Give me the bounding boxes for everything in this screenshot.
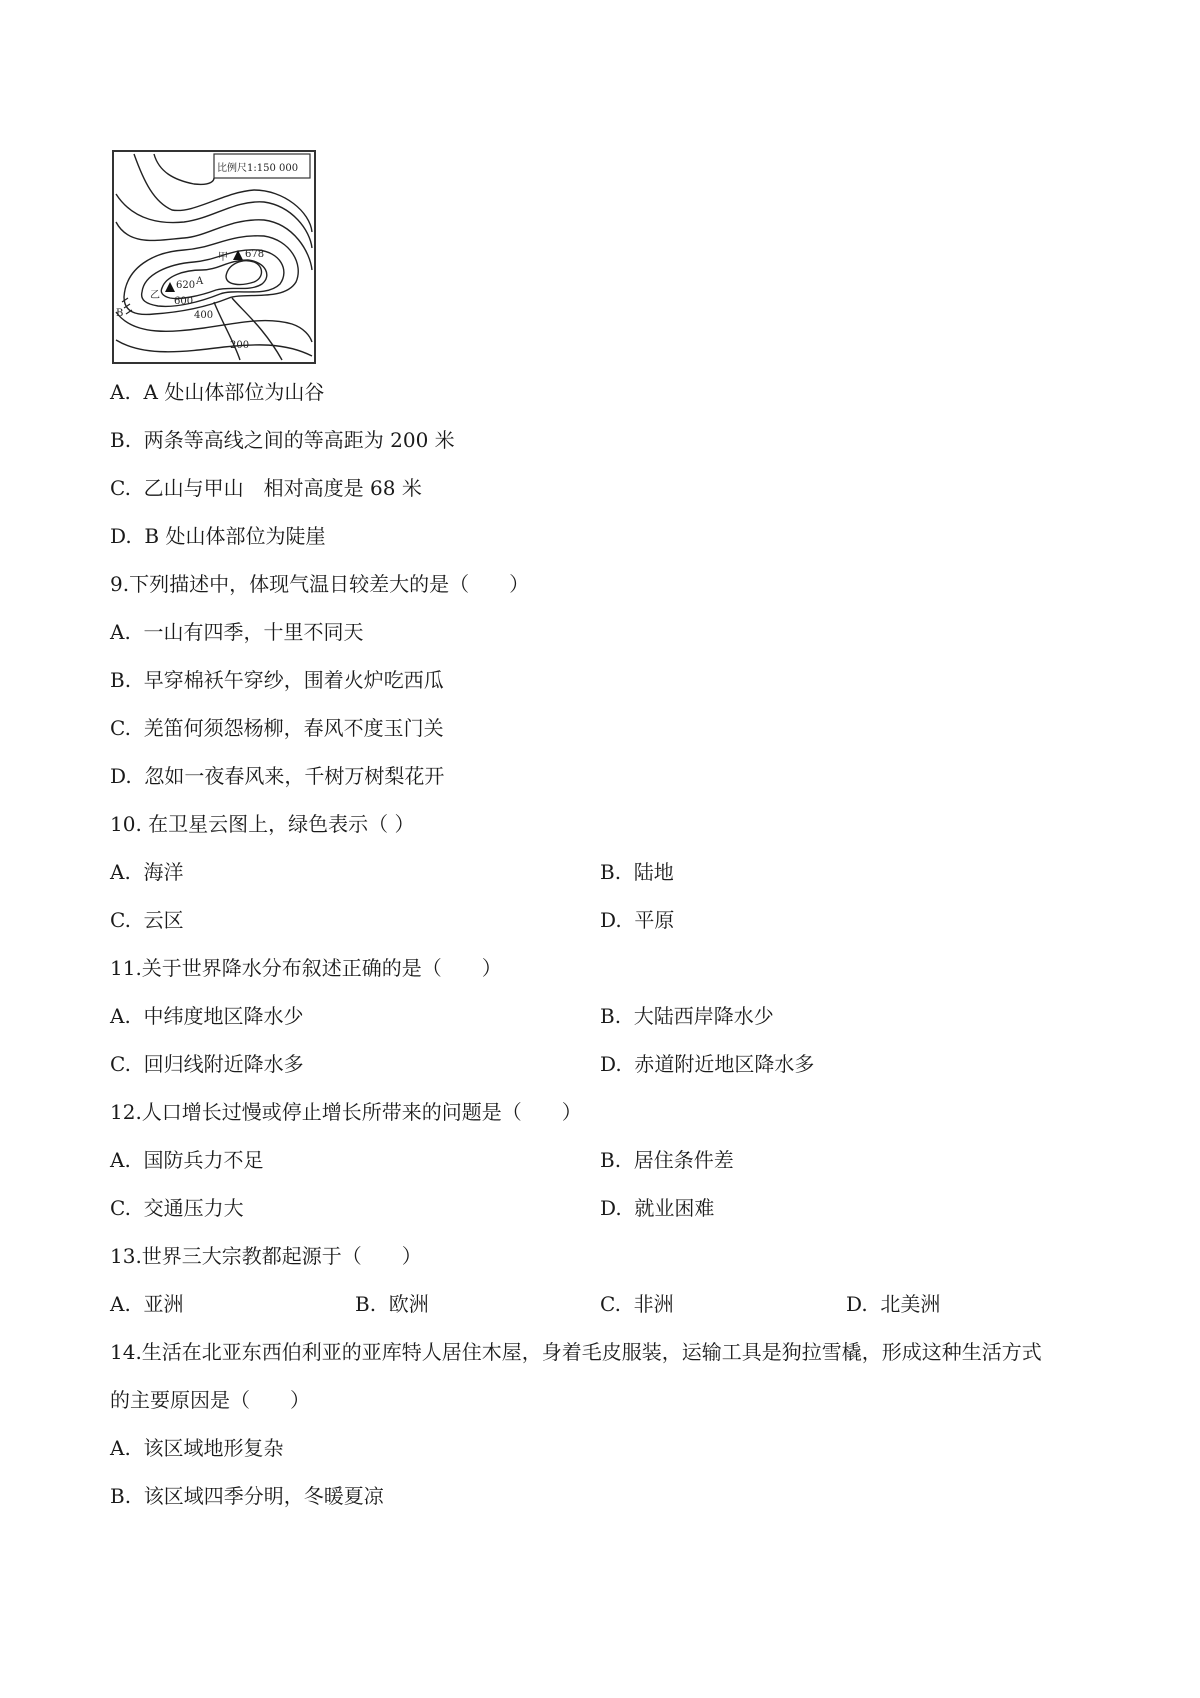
label-yi: 乙	[150, 290, 160, 301]
label-600: 600	[174, 296, 194, 307]
option-letter: B.	[355, 1292, 377, 1316]
option-letter: B.	[600, 1148, 622, 1172]
label-yi-elev: 620	[176, 280, 196, 291]
option-letter: D.	[600, 908, 622, 932]
option-text: 忽如一夜春风来，千树万树梨花开	[144, 764, 445, 788]
q11-option-b[interactable]	[600, 1002, 774, 1030]
scale-label: 比例尺1:150 000	[217, 163, 299, 174]
q9-option-a[interactable]	[110, 618, 364, 646]
option-text: 亚洲	[143, 1292, 184, 1316]
label-point-b: B	[116, 308, 124, 319]
option-text: 回归线附近降水多	[143, 1052, 304, 1076]
q10-option-a[interactable]	[110, 858, 184, 886]
option-text: B 处山体部位为陡崖	[144, 524, 326, 548]
q10-option-c[interactable]	[110, 906, 184, 934]
cliff-marks	[122, 298, 132, 314]
option-letter: C.	[110, 908, 131, 932]
label-400: 400	[194, 310, 214, 321]
contour-map-svg	[114, 152, 314, 362]
option-text: 云区	[143, 908, 184, 932]
q12-stem: 12.人口增长过慢或停止增长所带来的问题是（ ）	[110, 1100, 582, 1124]
option-letter: A.	[110, 620, 131, 644]
option-text: 羌笛何须怨杨柳，春风不度玉门关	[143, 716, 444, 740]
q8-option-b[interactable]	[110, 426, 455, 454]
option-text: 居住条件差	[633, 1148, 734, 1172]
option-letter: C.	[110, 716, 131, 740]
option-text: 中纬度地区降水少	[143, 1004, 304, 1028]
option-letter: A.	[110, 1004, 131, 1028]
option-letter: A.	[110, 1148, 131, 1172]
q11-stem: 11.关于世界降水分布叙述正确的是（ ）	[110, 956, 502, 980]
label-point-a: A	[196, 276, 204, 287]
q10-option-b[interactable]	[600, 858, 674, 886]
option-text: 该区域地形复杂	[143, 1436, 284, 1460]
q11-option-a[interactable]	[110, 1002, 304, 1030]
option-letter: D.	[110, 764, 132, 788]
q12-option-c[interactable]	[110, 1194, 244, 1222]
label-jia: 甲	[218, 252, 228, 263]
q9-stem: 9.下列描述中，体现气温日较差大的是（ ）	[110, 572, 530, 596]
q11-option-c[interactable]	[110, 1050, 304, 1078]
option-text: 陆地	[633, 860, 674, 884]
option-letter: C.	[110, 1196, 131, 1220]
option-letter: B.	[110, 428, 132, 452]
option-letter: C.	[600, 1292, 621, 1316]
option-text: 乙山与甲山 相对高度是 68 米	[143, 476, 422, 500]
option-text: 该区域四季分明，冬暖夏凉	[143, 1484, 384, 1508]
option-text: 欧洲	[388, 1292, 429, 1316]
q14-stem-line2: 的主要原因是（ ）	[110, 1388, 310, 1412]
option-letter: B.	[600, 1004, 622, 1028]
option-text: 赤道附近地区降水多	[634, 1052, 815, 1076]
contour-lines	[116, 154, 312, 360]
option-letter: B.	[110, 1484, 132, 1508]
q13-stem: 13.世界三大宗教都起源于（ ）	[110, 1244, 422, 1268]
option-text: 两条等高线之间的等高距为 200 米	[143, 428, 455, 452]
option-letter: A.	[110, 1292, 131, 1316]
q10-stem: 10. 在卫星云图上，绿色表示（ ）	[110, 812, 415, 836]
option-text: 国防兵力不足	[143, 1148, 264, 1172]
option-text: A 处山体部位为山谷	[143, 380, 325, 404]
option-text: 海洋	[143, 860, 184, 884]
option-text: 就业困难	[634, 1196, 715, 1220]
q12-option-a[interactable]	[110, 1146, 264, 1174]
option-text: 交通压力大	[143, 1196, 244, 1220]
q9-option-d[interactable]	[110, 762, 444, 790]
option-letter: B.	[600, 860, 622, 884]
option-text: 早穿棉袄午穿纱，围着火炉吃西瓜	[143, 668, 444, 692]
q9-option-c[interactable]	[110, 714, 444, 742]
option-text: 北美洲	[880, 1292, 941, 1316]
label-jia-elev: 678	[245, 249, 265, 260]
option-letter: C.	[110, 1052, 131, 1076]
q13-option-c[interactable]	[600, 1290, 674, 1318]
q11-option-d[interactable]	[600, 1050, 814, 1078]
option-text: 平原	[634, 908, 675, 932]
q14-option-a[interactable]	[110, 1434, 284, 1462]
q14-option-b[interactable]	[110, 1482, 384, 1510]
option-letter: D.	[600, 1196, 622, 1220]
q9-option-b[interactable]	[110, 666, 444, 694]
option-letter: B.	[110, 668, 132, 692]
q8-option-c[interactable]	[110, 474, 422, 502]
option-letter: D.	[600, 1052, 622, 1076]
option-letter: C.	[110, 476, 131, 500]
q14-stem-line1: 14.生活在北亚东西伯利亚的亚库特人居住木屋，身着毛皮服装，运输工具是狗拉雪橇，形成这种生活方式	[110, 1340, 1042, 1364]
option-text: 非洲	[633, 1292, 674, 1316]
option-text: 大陆西岸降水少	[633, 1004, 774, 1028]
contour-map	[112, 150, 316, 364]
q12-option-d[interactable]	[600, 1194, 714, 1222]
q13-option-d[interactable]	[846, 1290, 940, 1318]
option-letter: A.	[110, 860, 131, 884]
q8-option-a[interactable]	[110, 378, 324, 406]
q8-option-d[interactable]	[110, 522, 325, 550]
q13-option-b[interactable]	[355, 1290, 429, 1318]
peak-yi-icon	[165, 282, 175, 292]
option-letter: D.	[110, 524, 132, 548]
q13-option-a[interactable]	[110, 1290, 184, 1318]
option-letter: A.	[110, 380, 131, 404]
label-200: 200	[230, 340, 250, 351]
q10-option-d[interactable]	[600, 906, 674, 934]
q12-option-b[interactable]	[600, 1146, 734, 1174]
option-text: 一山有四季，十里不同天	[143, 620, 364, 644]
option-letter: A.	[110, 1436, 131, 1460]
option-letter: D.	[846, 1292, 868, 1316]
